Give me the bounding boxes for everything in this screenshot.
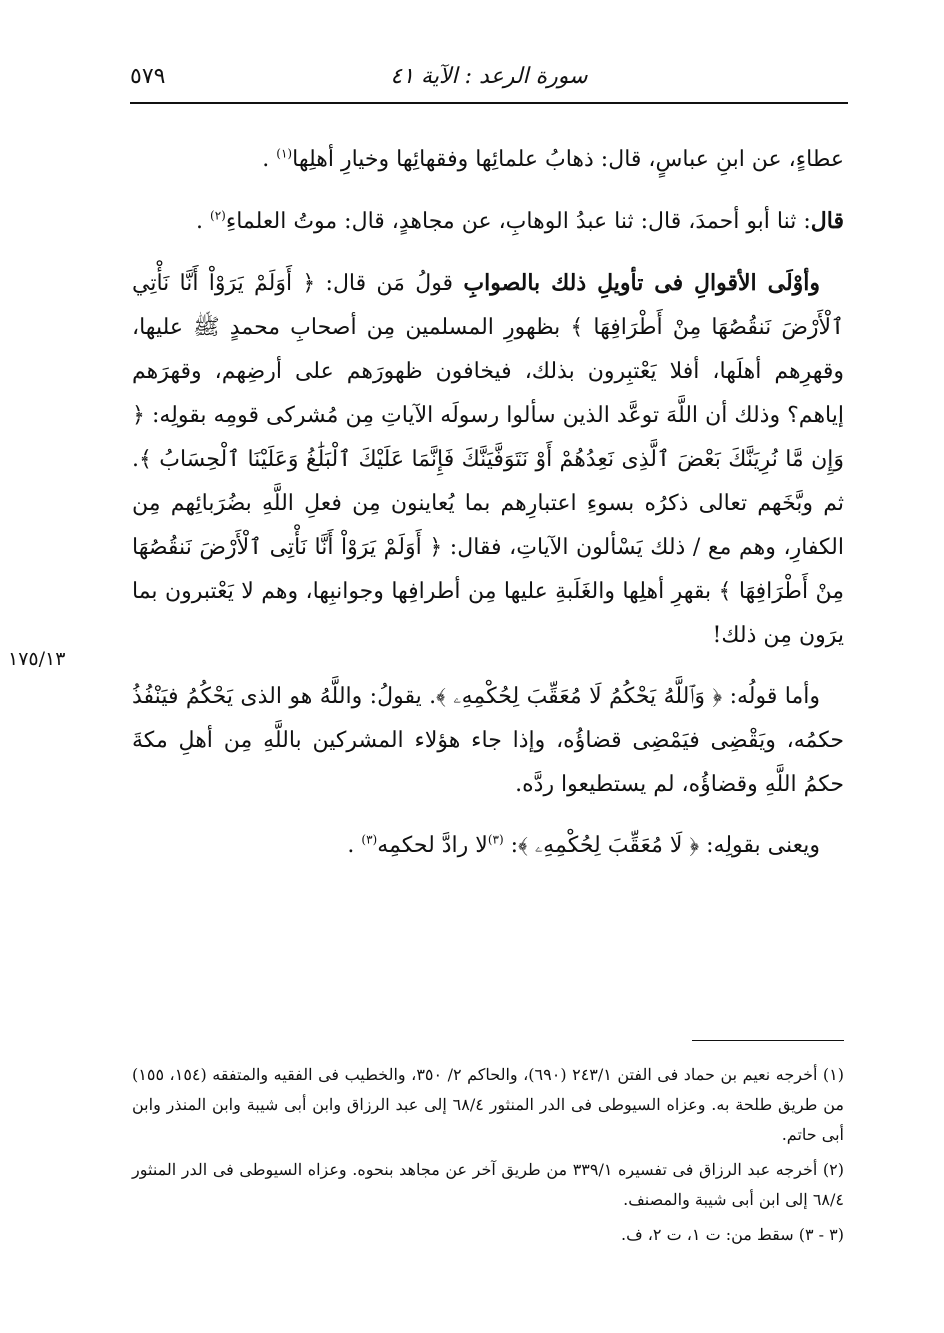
paragraph-text: : ثنا أبو أحمدَ، قال: ثنا عبدُ الوهابِ، عن مجاهدٍ، قال: موتُ العلماءِ [225, 209, 811, 234]
footnote-marker: (٢) [210, 208, 226, 223]
paragraph-tail: . [196, 209, 204, 234]
paragraph-tail: . [347, 833, 355, 858]
footnote-marker: (١) [276, 146, 293, 161]
footnote-1: (١) أخرجه نعيم بن حماد فى الفتن ٢٤٣/١ (٦٩٠)، والحاكم ٢/ ٣٥٠، والخطيب فى الفقيه والمتفقه (١٥٤، ١٥٥) من طريق طلحة به. وعزاه السيوطى فى الدر المنثور ٦٨/٤ إلى عبد الرزاق وابن أبى شيبة وابن المنذر وابن أبى حاتم. [132, 1065, 845, 1144]
paragraph-text: وأما قولُه: ﴿ وَٱللَّهُ يَحْكُمُ لَا مُعَقِّبَ لِحُكْمِهِۦ ﴾. يقولُ: واللَّهُ هو الذى يَحْكُمُ فيَنْفُذُ حكمُه، ويَقْضِى فيَمْضِى قضاؤُه، وإذا جاء هؤلاء المشركين باللَّهِ مِن أهلِ مكةَ حكمُ اللَّهِ وقضاؤُه، لم يستطيعوا ردَّه. [132, 684, 845, 797]
paragraph-5 [132, 824, 844, 868]
surah-title: سورة الرعد : الآية ٤١ [390, 64, 588, 89]
footnote-divider [692, 1040, 844, 1041]
paragraph-lead: قال [810, 208, 844, 234]
footnote-3: (٣ - ٣) سقط من: ت ١، ت ٢، ف. [620, 1225, 844, 1244]
footnotes [132, 1060, 844, 1255]
paragraph-text-2: لا رادَّ لحكمِه [377, 833, 488, 858]
footnote-marker: (٣) [361, 832, 378, 847]
paragraph-4 [132, 675, 844, 807]
page-header [130, 62, 848, 104]
paragraph-2 [132, 199, 844, 244]
paragraph-text: قولُ مَن قال: ﴿ أَوَلَمْ يَرَوْاْ أَنَّا نَأْتِي ٱلْأَرْضَ نَنقُصُهَا مِنْ أَطْرَافِهَا ﴾ بظهورِ المسلمين مِن أصحابِ محمدٍ ﷺ عليها، وقهرِهم أهلَها، أفلا يَعْتبِرون بذلك، فيخافون ظهورَهم على أرضِهم، وقهرَهم إياهم؟ وذلك أن اللَّهَ توعَّد الذين سألوا رسولَه الآياتِ مِن مُشركى قومِه بقولِه: ﴿ وَإِن مَّا نُرِيَنَّكَ بَعْضَ ٱلَّذِى نَعِدُهُمْ أَوْ نَتَوَفَّيَنَّكَ فَإِنَّمَا عَلَيْكَ ٱلْبَلَٰغُ وَعَلَيْنَا ٱلْحِسَابُ ﴾. ثم وبَّخَهم تعالى ذكرُه بسوءِ اعتبارِهم بما يُعاينون مِن فعلِ اللَّهِ بضُرَبائِهم مِن الكفارِ، وهم مع / ذلك يَسْألون الآياتِ، فقال: ﴿ أَوَلَمْ يَرَوْاْ أَنَّا نَأْتِى ٱلْأَرْضَ نَنقُصُهَا مِنْ أَطْرَافِهَا ﴾ بقهرِ أهلِها والغَلَبةِ عليها مِن أطرافِها وجوانبِها، وهم لا يَعْتبرون بما يرَون مِن ذلك! [132, 271, 845, 648]
paragraph-text: ويعنى بقولِه: ﴿ لَا مُعَقِّبَ لِحُكْمِهِۦ ﴾: [503, 833, 820, 858]
main-text [132, 138, 844, 885]
paragraph-text: عطاءٍ، عن ابنِ عباسٍ، قال: ذهابُ علمائِها وفقهائِها وخيارِ أهلِها [292, 147, 844, 172]
paragraph-3 [132, 261, 844, 658]
footnote-marker: (٣) [487, 832, 504, 847]
paragraph-lead: وأوْلَى الأقوالِ فى تأويلِ ذلك بالصوابِ [463, 270, 821, 296]
paragraph-tail: . [262, 147, 270, 172]
paragraph-1 [132, 138, 844, 182]
footnote-2: (٢) أخرجه عبد الرزاق فى تفسيره ٣٣٩/١ من طريق آخر عن مجاهد بنحوه. وعزاه السيوطى فى الدر المنثور ٦٨/٤ إلى ابن أبى شيبة والمصنف. [132, 1160, 845, 1209]
page-number: ٥٧٩ [130, 64, 166, 89]
margin-volume-reference: ١٧٥/١٣ [8, 648, 66, 670]
